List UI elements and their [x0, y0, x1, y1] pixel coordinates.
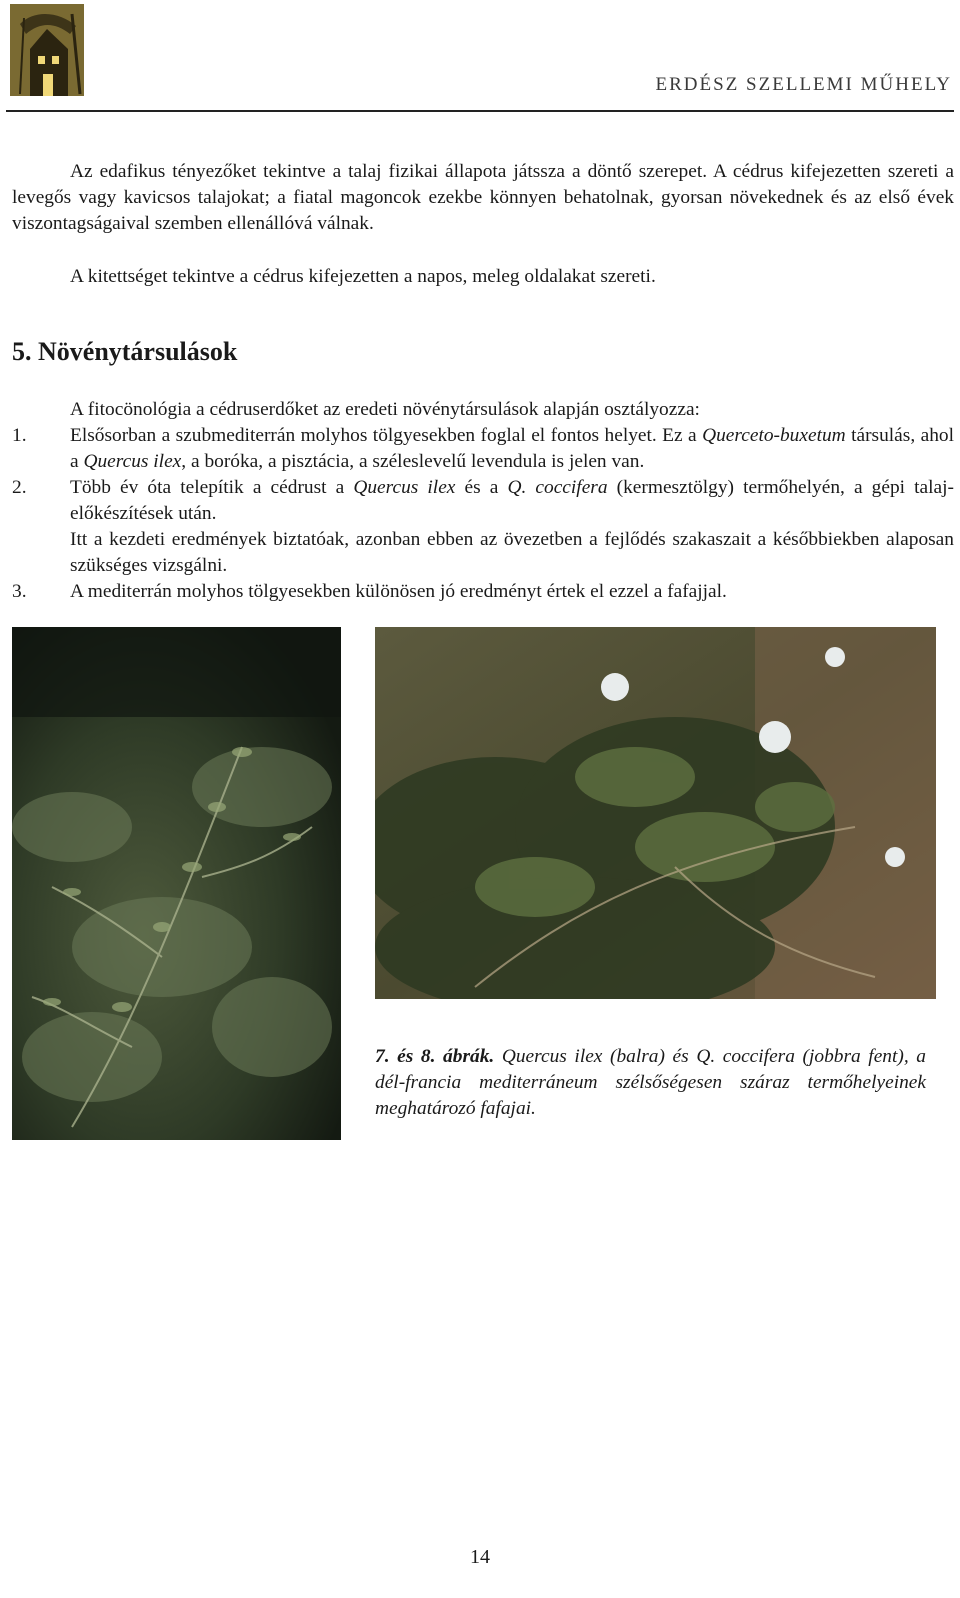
figure-label: 7. és 8. ábrák.: [375, 1046, 495, 1067]
list-text: Több év óta telepítik a cédrust a Quercus ilex és a Q. coccifera (kermesztölgy) termőhelyén, a gépi talaj-előkészítések után.: [70, 477, 954, 524]
figure-caption-text: Quercus ilex (balra) és Q. coccifera (jobbra fent), a dél-francia mediterráneum szélsőségesen száraz termőhelyeinek meghatározó fafajai.: [375, 1046, 926, 1119]
section-title: 5. Növénytársulások: [12, 337, 238, 366]
list-item: [12, 579, 954, 605]
list-number: 2.: [12, 477, 27, 498]
figure-caption: [375, 1044, 926, 1122]
list-number: 1.: [12, 425, 27, 446]
header-rule: [6, 110, 954, 112]
list-item: [12, 423, 954, 475]
page-header: [0, 0, 960, 112]
association-list: [12, 423, 954, 605]
paragraph-kitettseg: A kitettséget tekintve a cédrus kifejezetten a napos, meleg oldalakat szereti.: [70, 266, 656, 287]
list-number: 3.: [12, 581, 27, 602]
publisher-logo: [10, 4, 84, 96]
photo-quercus-ilex: [12, 627, 341, 1140]
list-text: A mediterrán molyhos tölgyesekben különösen jó eredményt értek el ezzel a fafajjal.: [70, 581, 727, 602]
list-text: Elsősorban a szubmediterrán molyhos tölgyesekben foglal el fontos helyet. Ez a Querceto-buxetum társulás, ahol a Quercus ilex, a boróka, a pisztácia, a széleslevelű levendula is jelen van.: [70, 425, 954, 472]
list-text-continued: Itt a kezdeti eredmények biztatóak, azonban ebben az övezetben a fejlődés szakaszait a későbbiekben alaposan szükséges vizsgálni.: [70, 529, 954, 576]
section-intro: A fitocönológia a cédruserdőket az eredeti növénytársulások alapján osztályozza:: [70, 399, 700, 420]
list-item: [12, 475, 954, 579]
photo-quercus-coccifera: [375, 627, 936, 999]
page-number: 14: [470, 1546, 490, 1568]
publisher-name: ERDÉSZ SZELLEMI MŰHELY: [655, 74, 952, 95]
paragraph-edafikus: Az edafikus tényezőket tekintve a talaj fizikai állapota játssza a döntő szerepet. A cédrus kifejezetten szereti a levegős vagy kavicsos talajokat; a fiatal magoncok ezekbe könnyen behatolnak, gyorsan növekednek és az első évek viszontagságaival szemben ellenállóvá válnak.: [12, 161, 954, 234]
